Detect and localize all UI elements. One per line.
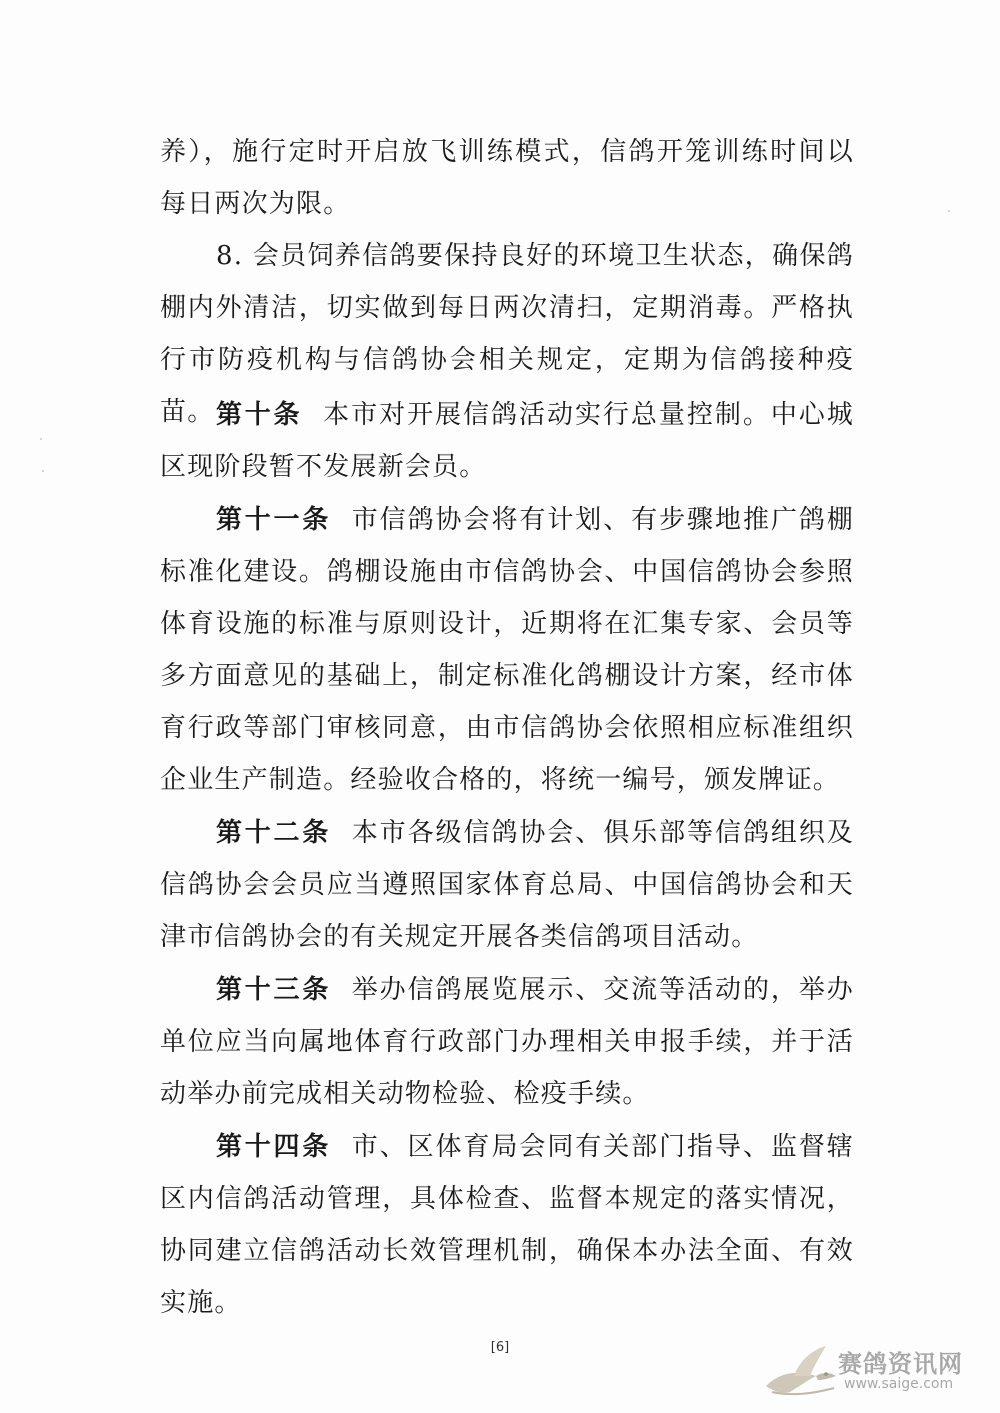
scan-speck — [42, 470, 44, 472]
paragraph-continuation — [160, 126, 854, 230]
watermark-url: www.saige.com — [844, 1376, 954, 1392]
site-watermark — [760, 1340, 980, 1400]
article-label: 第十一条 — [216, 505, 331, 535]
article-label: 第十条 — [216, 400, 303, 430]
article-label: 第十四条 — [216, 1132, 331, 1162]
article-14 — [160, 1121, 854, 1329]
article-11 — [160, 494, 854, 806]
page-number: [6] — [490, 1340, 510, 1355]
paragraph-text: 养），施行定时开启放飞训练模式，信鸽开笼训练时间以每日两次为限。 — [160, 137, 854, 219]
scan-speck — [40, 438, 42, 440]
article-text: 市信鸽协会将有计划、有步骤地推广鸽棚标准化建设。鸽棚设施由市信鸽协会、中国信鸽协会参照体育设施的标准与原则设计，近期将在汇集专家、会员等多方面意见的基础上，制定标准化鸽棚设计方案，经市体育行政等部门审核同意，由市信鸽协会依照相应标准组织企业生产制造。经验收合格的，将统一编号，颁发牌证。 — [160, 505, 854, 795]
article-text: 本市对开展信鸽活动实行总量控制。中心城区现阶段暂不发展新会员。 — [160, 400, 854, 482]
article-12 — [160, 807, 854, 963]
article-13 — [160, 964, 854, 1120]
article-label: 第十二条 — [216, 818, 331, 848]
paragraph-text: 8. 会员饲养信鸽要保持良好的环境卫生状态，确保鸽棚内外清洁，切实做到每日两次清扫，定期消毒。严格执行市防疫机构与信鸽协会相关规定，定期为信鸽接种疫苗。 — [160, 241, 854, 427]
article-text: 市、区体育局会同有关部门指导、监督辖区内信鸽活动管理，具体检查、监督本规定的落实情况，协同建立信鸽活动长效管理机制，确保本办法全面、有效实施。 — [160, 1132, 854, 1318]
watermark-title: 赛鸽资讯网 — [838, 1350, 963, 1378]
article-text: 本市各级信鸽协会、俱乐部等信鸽组织及信鸽协会会员应当遵照国家体育总局、中国信鸽协会和天津市信鸽协会的有关规定开展各类信鸽项目活动。 — [160, 818, 854, 952]
pigeon-logo-icon — [760, 1342, 840, 1398]
scan-speck — [948, 210, 950, 212]
article-10 — [160, 389, 854, 493]
article-label: 第十三条 — [216, 975, 331, 1005]
article-text: 举办信鸽展览展示、交流等活动的，举办单位应当向属地体育行政部门办理相关申报手续，并于活动举办前完成相关动物检验、检疫手续。 — [160, 975, 854, 1109]
